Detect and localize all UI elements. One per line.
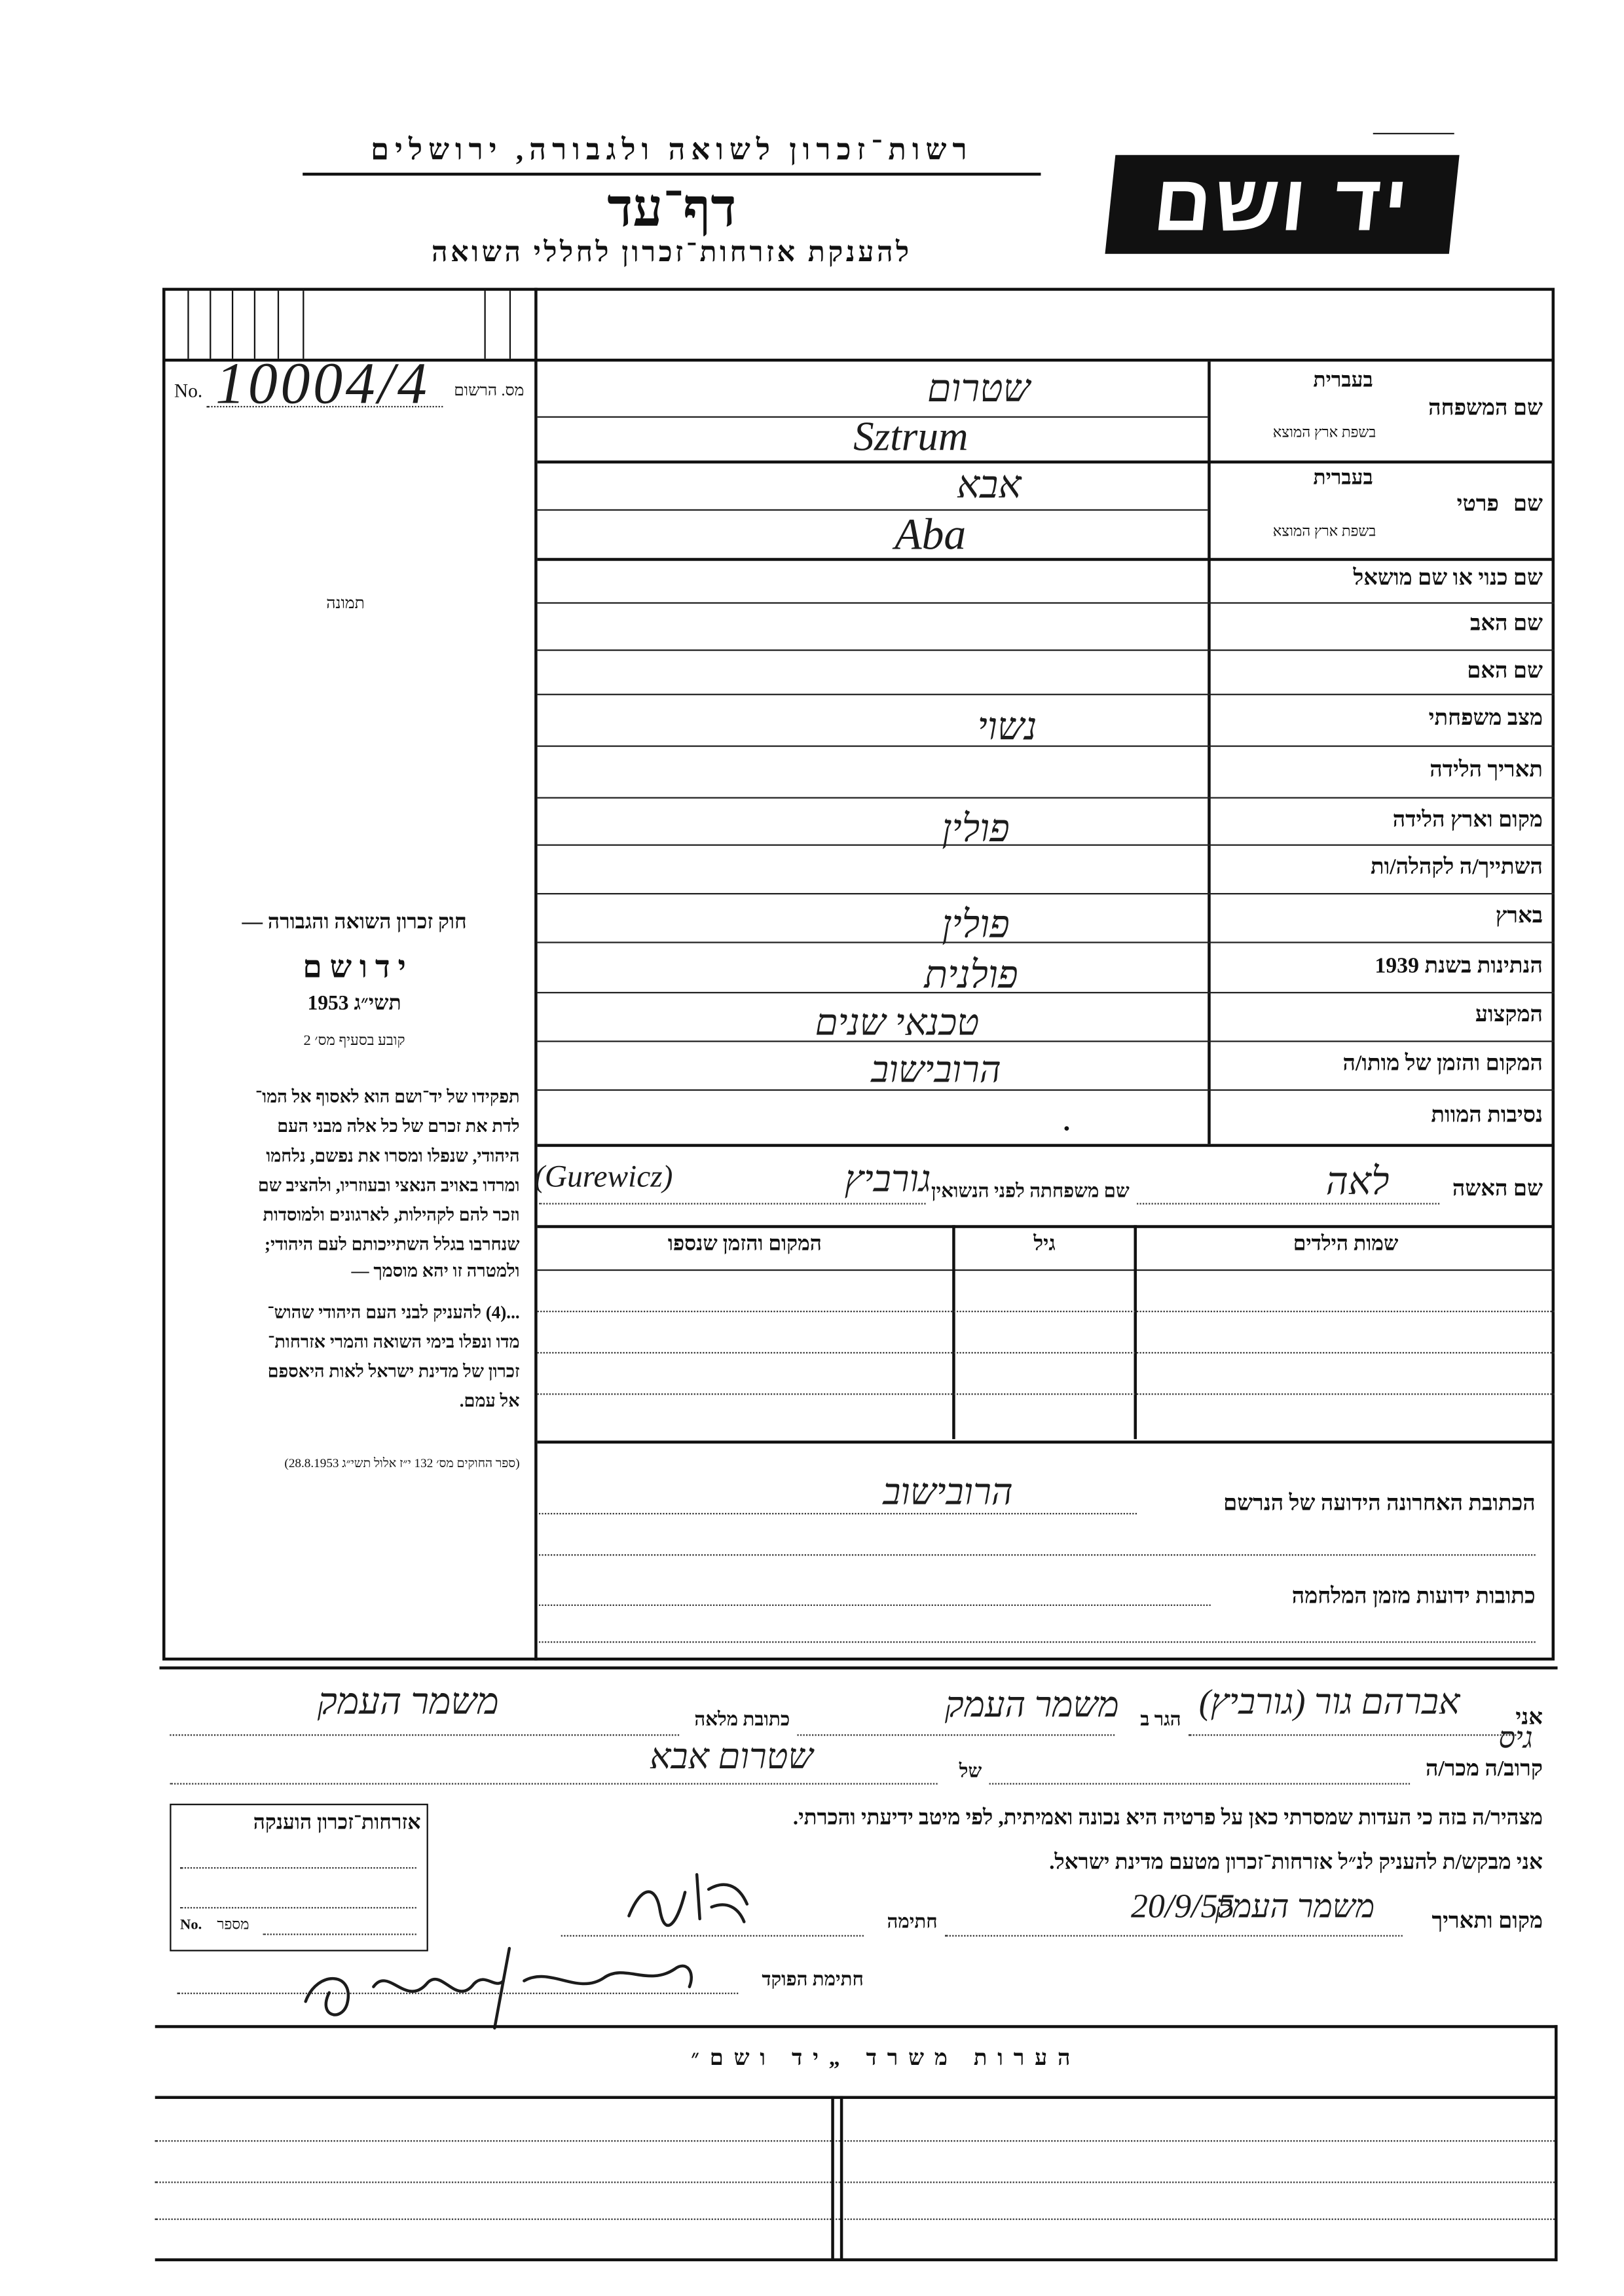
first-name-origin-value: Aba: [895, 511, 967, 560]
marital-status-label: מצב משפחתי: [1428, 706, 1543, 731]
row-divider: [538, 460, 1555, 464]
children-table-row: [538, 1352, 1555, 1353]
declarant-name-value: אברהם גור (גורביץ): [1198, 1684, 1460, 1723]
first-name-hebrew-sublabel: בעברית: [1313, 467, 1373, 490]
office-notes-divider: [831, 2096, 834, 2259]
birth-place-label: מקום וארץ הלידה: [1392, 809, 1543, 833]
children-place-time-header: המקום והזמן שנספו: [667, 1233, 822, 1256]
last-address-dotted-line: [539, 1513, 1137, 1514]
profession-label: המקצוע: [1475, 1004, 1543, 1028]
granted-number-label: מספר: [217, 1917, 249, 1934]
row-divider: [538, 1040, 1555, 1042]
citizenship-1939-value: פולנית: [924, 953, 1018, 996]
office-notes-top-line: [155, 2025, 1558, 2028]
office-notes-line: [155, 2096, 1558, 2098]
law-text-line: מדו ונפלו בימי השואה והמרי אזרחות־: [268, 1331, 520, 1353]
mother-name-label: שם האם: [1467, 659, 1543, 683]
children-names-header: שמות הילדים: [1293, 1233, 1399, 1256]
children-table-col-divider: [1134, 1225, 1135, 1439]
children-table-row: [538, 1393, 1555, 1394]
law-text-line: אל עמם.: [459, 1390, 520, 1412]
law-heading: חוק זכרון השואה והגבורה —: [242, 912, 467, 935]
law-text-line: שנחרבו בגלל השתייכותם לעם היהודי;: [264, 1233, 520, 1255]
granted-box-title: אזרחות־זכרון הוענקה: [253, 1812, 421, 1835]
strip-cell-divider: [278, 291, 280, 359]
row-divider: [538, 992, 1555, 994]
registration-no-label: No.: [174, 379, 203, 402]
law-source: (ספר החוקים מס׳ 132 י״ז אלול תשי״ג 28.8.1953): [284, 1455, 520, 1470]
war-addresses-dotted-line: [539, 1641, 1536, 1643]
relation-dotted-line: [989, 1783, 1411, 1784]
place-date-label: מקום ותאריך: [1431, 1910, 1543, 1934]
granted-box-dotted-line: [180, 1867, 416, 1868]
wife-maiden-name-label: שם משפחתה לפני הנשואין: [931, 1179, 1130, 1202]
top-corner-line: [1373, 133, 1454, 135]
wife-name-label: שם האשה: [1452, 1178, 1543, 1202]
declarant-signature: [620, 1868, 756, 1937]
place-value: משמר העמק: [1215, 1887, 1375, 1925]
left-column-divider: [534, 288, 538, 1661]
country-label: בארץ: [1495, 905, 1543, 929]
full-address-label: כתובת מלאה: [694, 1707, 790, 1730]
nickname-label: שם כנוי או שם מושאל: [1353, 566, 1543, 591]
family-name-origin-sublabel: בשפת ארץ המוצא: [1272, 425, 1376, 442]
last-address-label: הכתובת האחרונה הידועה של הנרשם: [1223, 1492, 1536, 1516]
officer-signature-label: חתימת הפוקד: [762, 1967, 864, 1990]
signature-label: חתימה: [887, 1910, 938, 1933]
strip-cell-divider: [187, 291, 189, 359]
wife-maiden-name-value: גורביץ: [844, 1160, 931, 1200]
children-table-bottom-line: [538, 1440, 1555, 1444]
profession-value: טכנאי שנים: [815, 1004, 980, 1044]
ink-dot: [1065, 1126, 1069, 1131]
relation-value: גיס: [1498, 1722, 1533, 1755]
marital-status-value: נשוי: [977, 705, 1037, 749]
law-text-line: זכרון של מדינת ישראל לאות היאספם: [267, 1360, 520, 1382]
authority-underline: [303, 173, 1041, 176]
law-text-line: תפקידו של יד־ושם הוא לאסוף אל המו־: [255, 1086, 520, 1107]
first-name-origin-sublabel: בשפת ארץ המוצא: [1272, 524, 1376, 541]
registration-number: 10004/4: [215, 350, 430, 416]
war-addresses-label: כתובות ידועות מזמן המלחמה: [1291, 1585, 1536, 1609]
death-place-time-label: המקום והזמן של מותו/ה: [1342, 1052, 1543, 1076]
declarant-i-label: אני: [1515, 1706, 1543, 1730]
children-table-header-line: [538, 1269, 1555, 1271]
photo-label: תמונה: [326, 594, 365, 613]
declaration-statement: מצהיר/ה בזה כי העדות שמסרתי כאן על פרטיה היא נכונה ואמיתית, לפי מיטב ידיעתי והכרתי.: [792, 1806, 1543, 1831]
law-year: תשי״ג 1953: [307, 993, 401, 1016]
office-notes-right-border: [1555, 2025, 1558, 2261]
family-name-hebrew-sublabel: בעברית: [1313, 370, 1373, 393]
row-divider: [538, 1089, 1555, 1091]
wife-name-value: לאה: [1325, 1160, 1390, 1203]
date-value: 20/9/55: [1130, 1887, 1235, 1925]
granted-number-label-en: No.: [180, 1917, 202, 1934]
law-text-line: לדת את זכרם של כל אלה מבני העם: [277, 1116, 520, 1137]
last-address-dotted-line: [539, 1554, 1536, 1556]
row-divider: [538, 602, 1555, 604]
citizenship-1939-label: הנתינות בשנת 1939: [1375, 955, 1543, 979]
granted-number-dotted-line: [263, 1933, 416, 1935]
community-label: השתייך/ה לקהלה/ות: [1370, 856, 1543, 880]
death-place-time-value: הרובישוב: [871, 1051, 1001, 1091]
wife-maiden-dotted-line: [539, 1203, 926, 1204]
resides-value: משמר העמק: [944, 1686, 1119, 1726]
strip-cell-divider: [210, 291, 212, 359]
label-column-divider: [1208, 361, 1211, 1144]
death-circumstances-label: נסיבות המוות: [1431, 1104, 1543, 1128]
of-label: של: [959, 1759, 982, 1782]
office-notes-dotted-line: [155, 2181, 1555, 2183]
office-notes-dotted-line: [155, 2140, 1555, 2141]
of-dotted-line: [170, 1783, 937, 1784]
family-name-origin-value: Sztrum: [853, 414, 969, 461]
law-text-line: ומרדו באויב הנאצי ובעוזריו, ולהציב שם: [257, 1175, 520, 1196]
granted-box-dotted-line: [180, 1907, 416, 1908]
row-divider: [538, 746, 1555, 748]
children-table-top-line: [538, 1225, 1555, 1228]
full-address-dotted-line: [170, 1734, 679, 1736]
family-name-hebrew-value: שטרום: [927, 367, 1031, 410]
row-divider: [538, 893, 1555, 895]
declarant-dotted-line: [1189, 1734, 1517, 1736]
first-name-label: שם פרטי: [1456, 493, 1543, 517]
wife-maiden-name-latin-value: (Gurewicz): [534, 1158, 673, 1194]
country-value: פולין: [942, 903, 1010, 947]
office-notes-title: הערות משרד „יד ושם״: [691, 2047, 1081, 2071]
resides-label: הגר ב: [1140, 1707, 1181, 1730]
declaration-top-line: [159, 1666, 1557, 1669]
office-notes-dotted-line: [155, 2219, 1555, 2220]
full-address-value: משמר העמק: [317, 1683, 499, 1723]
of-value: שטרום אבא: [649, 1738, 813, 1777]
last-address-value: הרובישוב: [883, 1473, 1013, 1513]
children-age-header: גיל: [1033, 1233, 1056, 1256]
first-name-subrow-line: [538, 509, 1208, 511]
wife-name-dotted-line: [1137, 1203, 1439, 1204]
law-text-line: וזכר להם לקהילות, לארגונים ולמוסדות: [263, 1204, 520, 1226]
place-date-dotted-line: [945, 1935, 1403, 1937]
declaration-request: אני מבקש/ת להעניק לנ״ל אזרחות־זכרון מטעם מדינת ישראל.: [1049, 1851, 1543, 1875]
row-divider: [538, 694, 1555, 696]
first-name-hebrew-value: אבא: [956, 463, 1022, 507]
strip-cell-divider: [484, 291, 486, 359]
law-text-line: היהודי, שנפלו ומסרו את נפשם, נלחמו: [266, 1145, 520, 1167]
row-divider: [538, 558, 1555, 561]
row-divider: [538, 649, 1555, 651]
row-divider: [538, 941, 1555, 943]
fields-bottom-line: [538, 1144, 1555, 1147]
law-text-line: ...(4) להעניק לבני העם היהודי שהוש־: [267, 1302, 520, 1323]
page-title: דף־עד: [607, 178, 737, 238]
office-notes-divider: [840, 2096, 843, 2259]
row-divider: [538, 797, 1555, 799]
resides-dotted-line: [797, 1734, 1115, 1736]
law-text-line: ולמטרה זו יהא מוסמך —: [351, 1260, 520, 1281]
strip-cell-divider: [303, 291, 304, 359]
war-addresses-dotted-line: [539, 1605, 1211, 1606]
page-subtitle: להענקת אזרחות־זכרון לחללי השואה: [431, 237, 912, 269]
yad-vashem-logo: יד ושם: [1105, 155, 1459, 254]
birth-date-label: תאריך הלידה: [1430, 758, 1543, 782]
law-clause: קובע בסעיף מס׳ 2: [303, 1033, 405, 1049]
relation-label: קרוב/ה מכר/ה: [1425, 1758, 1543, 1782]
strip-cell-divider: [509, 291, 511, 359]
family-name-label: שם המשפחה: [1428, 397, 1543, 421]
law-yad-vashem: י ד ו ש ם: [303, 949, 406, 985]
children-table-col-divider: [952, 1225, 954, 1439]
strip-cell-divider: [232, 291, 234, 359]
registration-label: מס. הרשום: [454, 382, 525, 400]
children-table-row: [538, 1311, 1555, 1312]
row-divider: [538, 845, 1555, 847]
father-name-label: שם האב: [1470, 612, 1543, 636]
strip-cell-divider: [254, 291, 256, 359]
birth-place-value: פולין: [942, 807, 1010, 850]
office-notes-bottom-line: [155, 2258, 1558, 2261]
authority-name: רשות־זכרון לשואה ולגבורה, ירושלים: [370, 134, 973, 167]
